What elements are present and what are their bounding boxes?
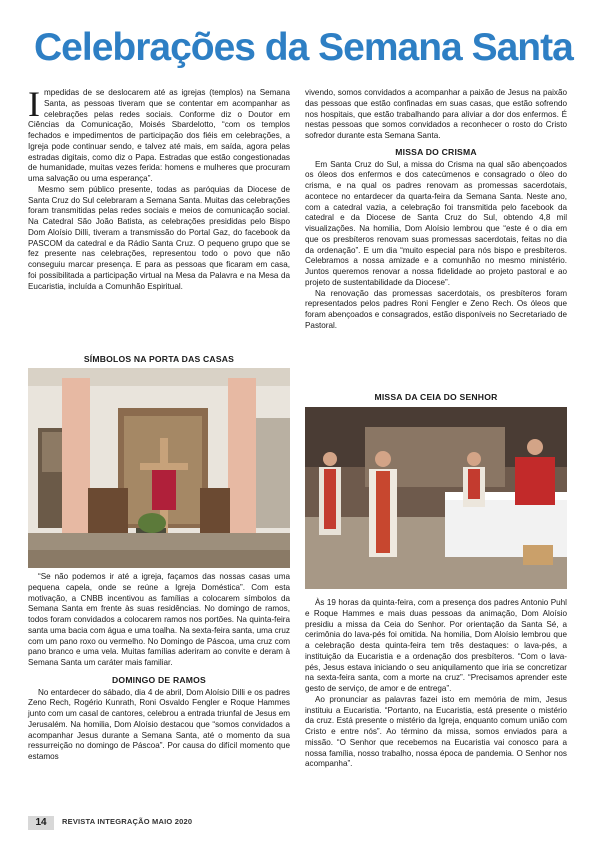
paragraph: Em Santa Cruz do Sul, a missa do Crisma na qual são abençoados os óleos dos enfermos e dos catecúmenos e consagrado o óleo do crisma, e na qual os padres renovam as promessas sacerdotais, acontece no entardecer da quarta-feira da Semana Santa. Neste ano, com a catedral vazia, a celebração foi transmitida pelo facebook da catedral e da Diocese de Santa Cruz do Sul, obtendo 4,8 mil visualizações. Na homilia, Dom Aloísio lembrou que “este é o dia em que os presbíteros renovam suas promessas sacerdotais, feitas no dia da ordenação”. E um dia “muito especial para nós bispo e presbíteros. Celebramos a nossa amizade e a comunhão no mesmo ministério. Juntos queremos renovar a nossa fidelidade ao projeto pastoral e ao projeto de sustentabilidade da Diocese”. <box>305 159 567 287</box>
subhead-crisma: MISSA DO CRISMA <box>395 146 477 157</box>
magazine-footer: REVISTA INTEGRAÇÃO MAIO 2020 <box>62 817 193 826</box>
subhead-simbolos: SÍMBOLOS NA PORTA DAS CASAS <box>83 354 235 364</box>
column-left-bottom <box>28 572 290 763</box>
column-right-bottom <box>305 598 567 770</box>
subhead-ramos: DOMINGO DE RAMOS <box>112 674 206 685</box>
subhead-ceia: MISSA DA CEIA DO SENHOR <box>374 392 498 402</box>
drop-cap: I <box>28 84 40 124</box>
photo-cross-at-door <box>28 368 290 568</box>
paragraph: “Se não podemos ir até a igreja, façamos das nossas casas uma pequena capela, onde se reúne a Igreja Doméstica”. Com esta motivação, a CNBB incentivou as famílias a colocarem símbolos da Semana Santa em frente às suas residências. No domingo de ramos, todos foram convidados a colocarem ramos nos portões. Na quinta-feira santa uma bacia com água e uma toalha. Na sexta-feira santa, uma cruz com um pano roxo ou vermelho. No Domingo de Páscoa, uma cruz com pano branco e uma vela. Muitas famílias aderiram ao convite e deram à Semana Santa um caráter mais familiar. <box>28 572 290 667</box>
photo-mass-last-supper <box>305 407 567 589</box>
mass-illustration <box>305 407 567 589</box>
paragraph: Às 19 horas da quinta-feira, com a presença dos padres Antonio Puhl e Roque Hammes e mais duas pessoas da animação, Dom Aloísio presidiu a missa da Ceia do Senhor. Por orientação da Santa Sé, a cerimônia do lava-pés foi omitida. Na homilia, Dom Aloísio lembrou que a celebração desta quinta-feira tem três destaques: o lava-pés, a instituição da Eucaristia e a ordenação dos presbíteros. “Com o lava-pés, Jesus estava iniciando o seu aniquilamento que iria se concretizar na sexta-feira santa, com a morte na cruz”. “Precisamos aprender este gesto de serviço, de amor e de entrega”. <box>305 598 567 693</box>
paragraph: No entardecer do sábado, dia 4 de abril, Dom Aloísio Dilli e os padres Zeno Rech, Rogério Kunrath, Roni Osvaldo Fengler e Roque Hammes junto com um casal de cantores, celebrou a entrada triunfal de Jesus em Jerusalém. Na homilia, Dom Aloísio destacou que “somos convidados a acompanhar Jesus durante a Semana Santa, até o momento da sua ressurreição no domingo de Páscoa”. Por causa do difícil momento que estamos <box>28 687 290 761</box>
column-right-top <box>305 88 567 332</box>
paragraph: Na renovação das promessas sacerdotais, os presbíteros foram representados pelos padres Roni Fengler e Zeno Rech. Os óleos que foram abençoados e consagrados, estão disponíveis no Secretariado de Pastoral. <box>305 288 567 330</box>
paragraph: vivendo, somos convidados a acompanhar a paixão de Jesus na paixão das pessoas que estão confinadas em suas casas, que estão sofrendo nos hospitais, que estão trabalhando para aliviar a dor dos enfermos. É nestas pessoas que somos convidados a reconhecer o rosto do Cristo sofredor durante esta Semana Santa. <box>305 88 567 140</box>
column-left-top <box>28 84 290 292</box>
paragraph: Mesmo sem público presente, todas as paróquias da Diocese de Santa Cruz do Sul celebraram a Semana Santa. Muitas das celebrações foram transmitidas pelas redes sociais e meios de comunicação social. Na Catedral São João Batista, as celebrações presididas pelo Bispo Dom Aloísio Dilli, tiveram a transmissão do Portal Gaz, do facebook da PASCOM da catedral e da Rádio Santa Cruz. O pequeno grupo que se fez presente nas celebrações, representou todo o povo que não conseguiu marcar presença. E para as pessoas que ficaram em casa, foi possibilitada a participação virtual na Mesa da Palavra e na Mesa da Eucaristia, incluída a Comunhão Espiritual. <box>28 184 290 291</box>
intro-paragraph: Impedidas de se deslocarem até as igrejas (templos) na Semana Santa, as pessoas tiveram que se contentar em acompanhar as celebrações pelas redes sociais. Conforme diz o Doutor em Ciências da Comunicação, Moisés Sbardelotto, “com os templos fechados e impedimentos de participação dos fiéis em celebrações, a Igreja pode continuar sendo, e talvez até mais, em saída, agora pelas estradas digitais, como diz o Papa. Estradas que estão congestionadas de humanidade, muitas vezes ferida: homens e mulheres que procuram uma salvação ou uma esperança”. <box>28 84 290 183</box>
page-title: Celebrações da Semana Santa <box>34 28 573 68</box>
page-number: 14 <box>28 816 54 830</box>
door-cross-illustration <box>28 368 290 568</box>
paragraph: Ao pronunciar as palavras fazei isto em memória de mim, Jesus instituiu a Eucaristia. “Portanto, na Eucaristia, está presente o mistério da cruz. Está presente o mistério da Igreja, enquanto comum união com Cristo e entre nós”. Ao término da missa, somos enviados para a missão. “O Senhor que recebemos na Eucaristia vai conosco para a nossa família, nosso trabalho, nossa época de pandemia. O Senhor nos acompanha”. <box>305 694 567 769</box>
